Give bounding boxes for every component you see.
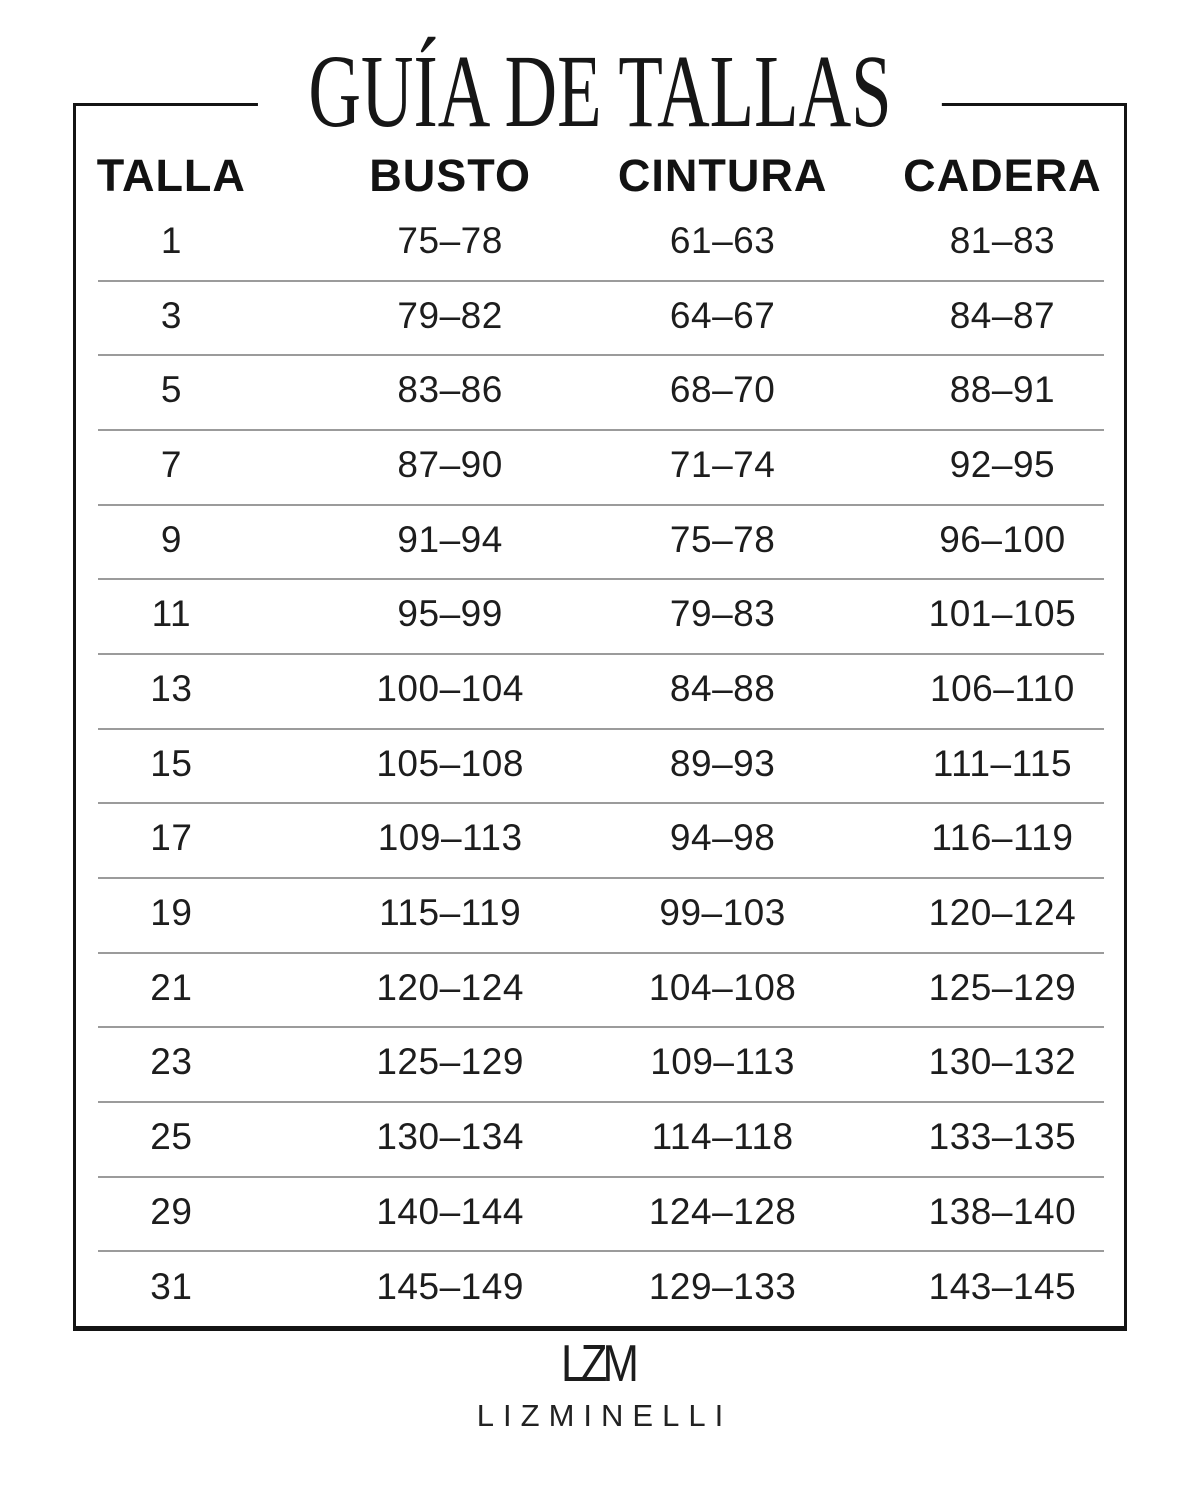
cell-busto: 87–90	[397, 444, 503, 486]
cell-talla: 13	[150, 668, 193, 710]
cell-cadera: 96–100	[939, 518, 1066, 560]
table-row	[76, 1027, 1124, 1102]
table-row	[76, 579, 1124, 654]
cell-talla: 23	[150, 1041, 193, 1083]
cell-talla: 11	[151, 593, 192, 635]
cell-talla: 9	[160, 518, 182, 560]
cell-cadera: 101–105	[928, 593, 1077, 635]
cell-busto: 105–108	[376, 742, 524, 784]
cell-cadera: 116–119	[931, 817, 1074, 859]
cell-cadera: 133–135	[928, 1116, 1077, 1158]
brand-name: LIZMINELLI	[476, 1398, 733, 1433]
cell-talla: 29	[150, 1190, 193, 1232]
cell-busto: 145–149	[376, 1265, 524, 1307]
table-row	[76, 1102, 1124, 1177]
cell-busto: 79–82	[397, 294, 503, 336]
table-row	[76, 430, 1124, 505]
table-row	[76, 953, 1124, 1028]
cell-cintura: 71–74	[669, 444, 776, 486]
table-row	[76, 654, 1124, 729]
cell-talla: 1	[160, 220, 182, 262]
cell-busto: 83–86	[397, 369, 503, 411]
size-table-frame	[73, 103, 1127, 1331]
column-header-talla: TALLA	[96, 150, 246, 201]
cell-busto: 109–113	[377, 817, 523, 859]
cell-busto: 130–134	[376, 1116, 524, 1158]
table-row	[76, 1177, 1124, 1252]
cell-cintura: 109–113	[650, 1041, 796, 1083]
cell-cadera: 84–87	[949, 294, 1056, 336]
cell-cadera: 143–145	[928, 1265, 1077, 1307]
cell-talla: 21	[150, 966, 193, 1008]
cell-busto: 125–129	[376, 1041, 524, 1083]
cell-talla: 3	[160, 294, 182, 336]
table-row	[76, 206, 1124, 281]
cell-cintura: 114–118	[651, 1116, 794, 1158]
cell-cintura: 68–70	[669, 369, 776, 411]
cell-busto: 91–94	[397, 518, 503, 560]
table-row	[76, 505, 1124, 580]
cell-busto: 140–144	[376, 1190, 524, 1232]
table-row	[76, 729, 1124, 804]
cell-talla: 19	[150, 892, 193, 934]
cell-cadera: 81–83	[949, 220, 1056, 262]
cell-cadera: 130–132	[928, 1041, 1077, 1083]
cell-talla: 17	[150, 817, 193, 859]
cell-cintura: 99–103	[659, 892, 786, 934]
cell-busto: 120–124	[376, 966, 524, 1008]
cell-talla: 25	[150, 1116, 193, 1158]
cell-cadera: 111–115	[932, 742, 1073, 784]
cell-talla: 5	[160, 369, 182, 411]
cell-cintura: 104–108	[648, 966, 797, 1008]
table-row	[76, 355, 1124, 430]
cell-cintura: 84–88	[669, 668, 776, 710]
page-title: GUÍA DE TALLAS	[258, 34, 942, 150]
table-row	[76, 878, 1124, 953]
cell-busto: 100–104	[376, 668, 524, 710]
cell-cadera: 92–95	[949, 444, 1056, 486]
cell-cintura: 75–78	[669, 518, 776, 560]
cell-cadera: 88–91	[949, 369, 1056, 411]
cell-talla: 15	[150, 742, 193, 784]
cell-cintura: 89–93	[669, 742, 776, 784]
cell-cintura: 61–63	[669, 220, 776, 262]
cell-cintura: 94–98	[669, 817, 776, 859]
cell-cintura: 129–133	[648, 1265, 797, 1307]
cell-cadera: 120–124	[928, 892, 1077, 934]
cell-cadera: 138–140	[928, 1190, 1077, 1232]
cell-talla: 31	[150, 1265, 193, 1307]
column-header-busto: BUSTO	[369, 150, 531, 201]
cell-busto: 75–78	[397, 220, 503, 262]
table-row	[76, 281, 1124, 356]
cell-cintura: 124–128	[648, 1190, 797, 1232]
cell-cadera: 106–110	[930, 668, 1075, 710]
cell-cintura: 64–67	[669, 294, 776, 336]
cell-talla: 7	[160, 444, 182, 486]
table-row	[76, 803, 1124, 878]
table-row	[76, 1251, 1124, 1326]
column-header-cintura: CINTURA	[617, 150, 828, 201]
column-header-cadera: CADERA	[903, 150, 1102, 201]
table-body	[76, 206, 1124, 1326]
cell-busto: 95–99	[397, 593, 503, 635]
lzm-monogram: LZM	[561, 1333, 635, 1393]
cell-cintura: 79–83	[669, 593, 776, 635]
brand-footer	[0, 1333, 1200, 1433]
cell-cadera: 125–129	[928, 966, 1077, 1008]
cell-busto: 115–119	[379, 892, 522, 934]
